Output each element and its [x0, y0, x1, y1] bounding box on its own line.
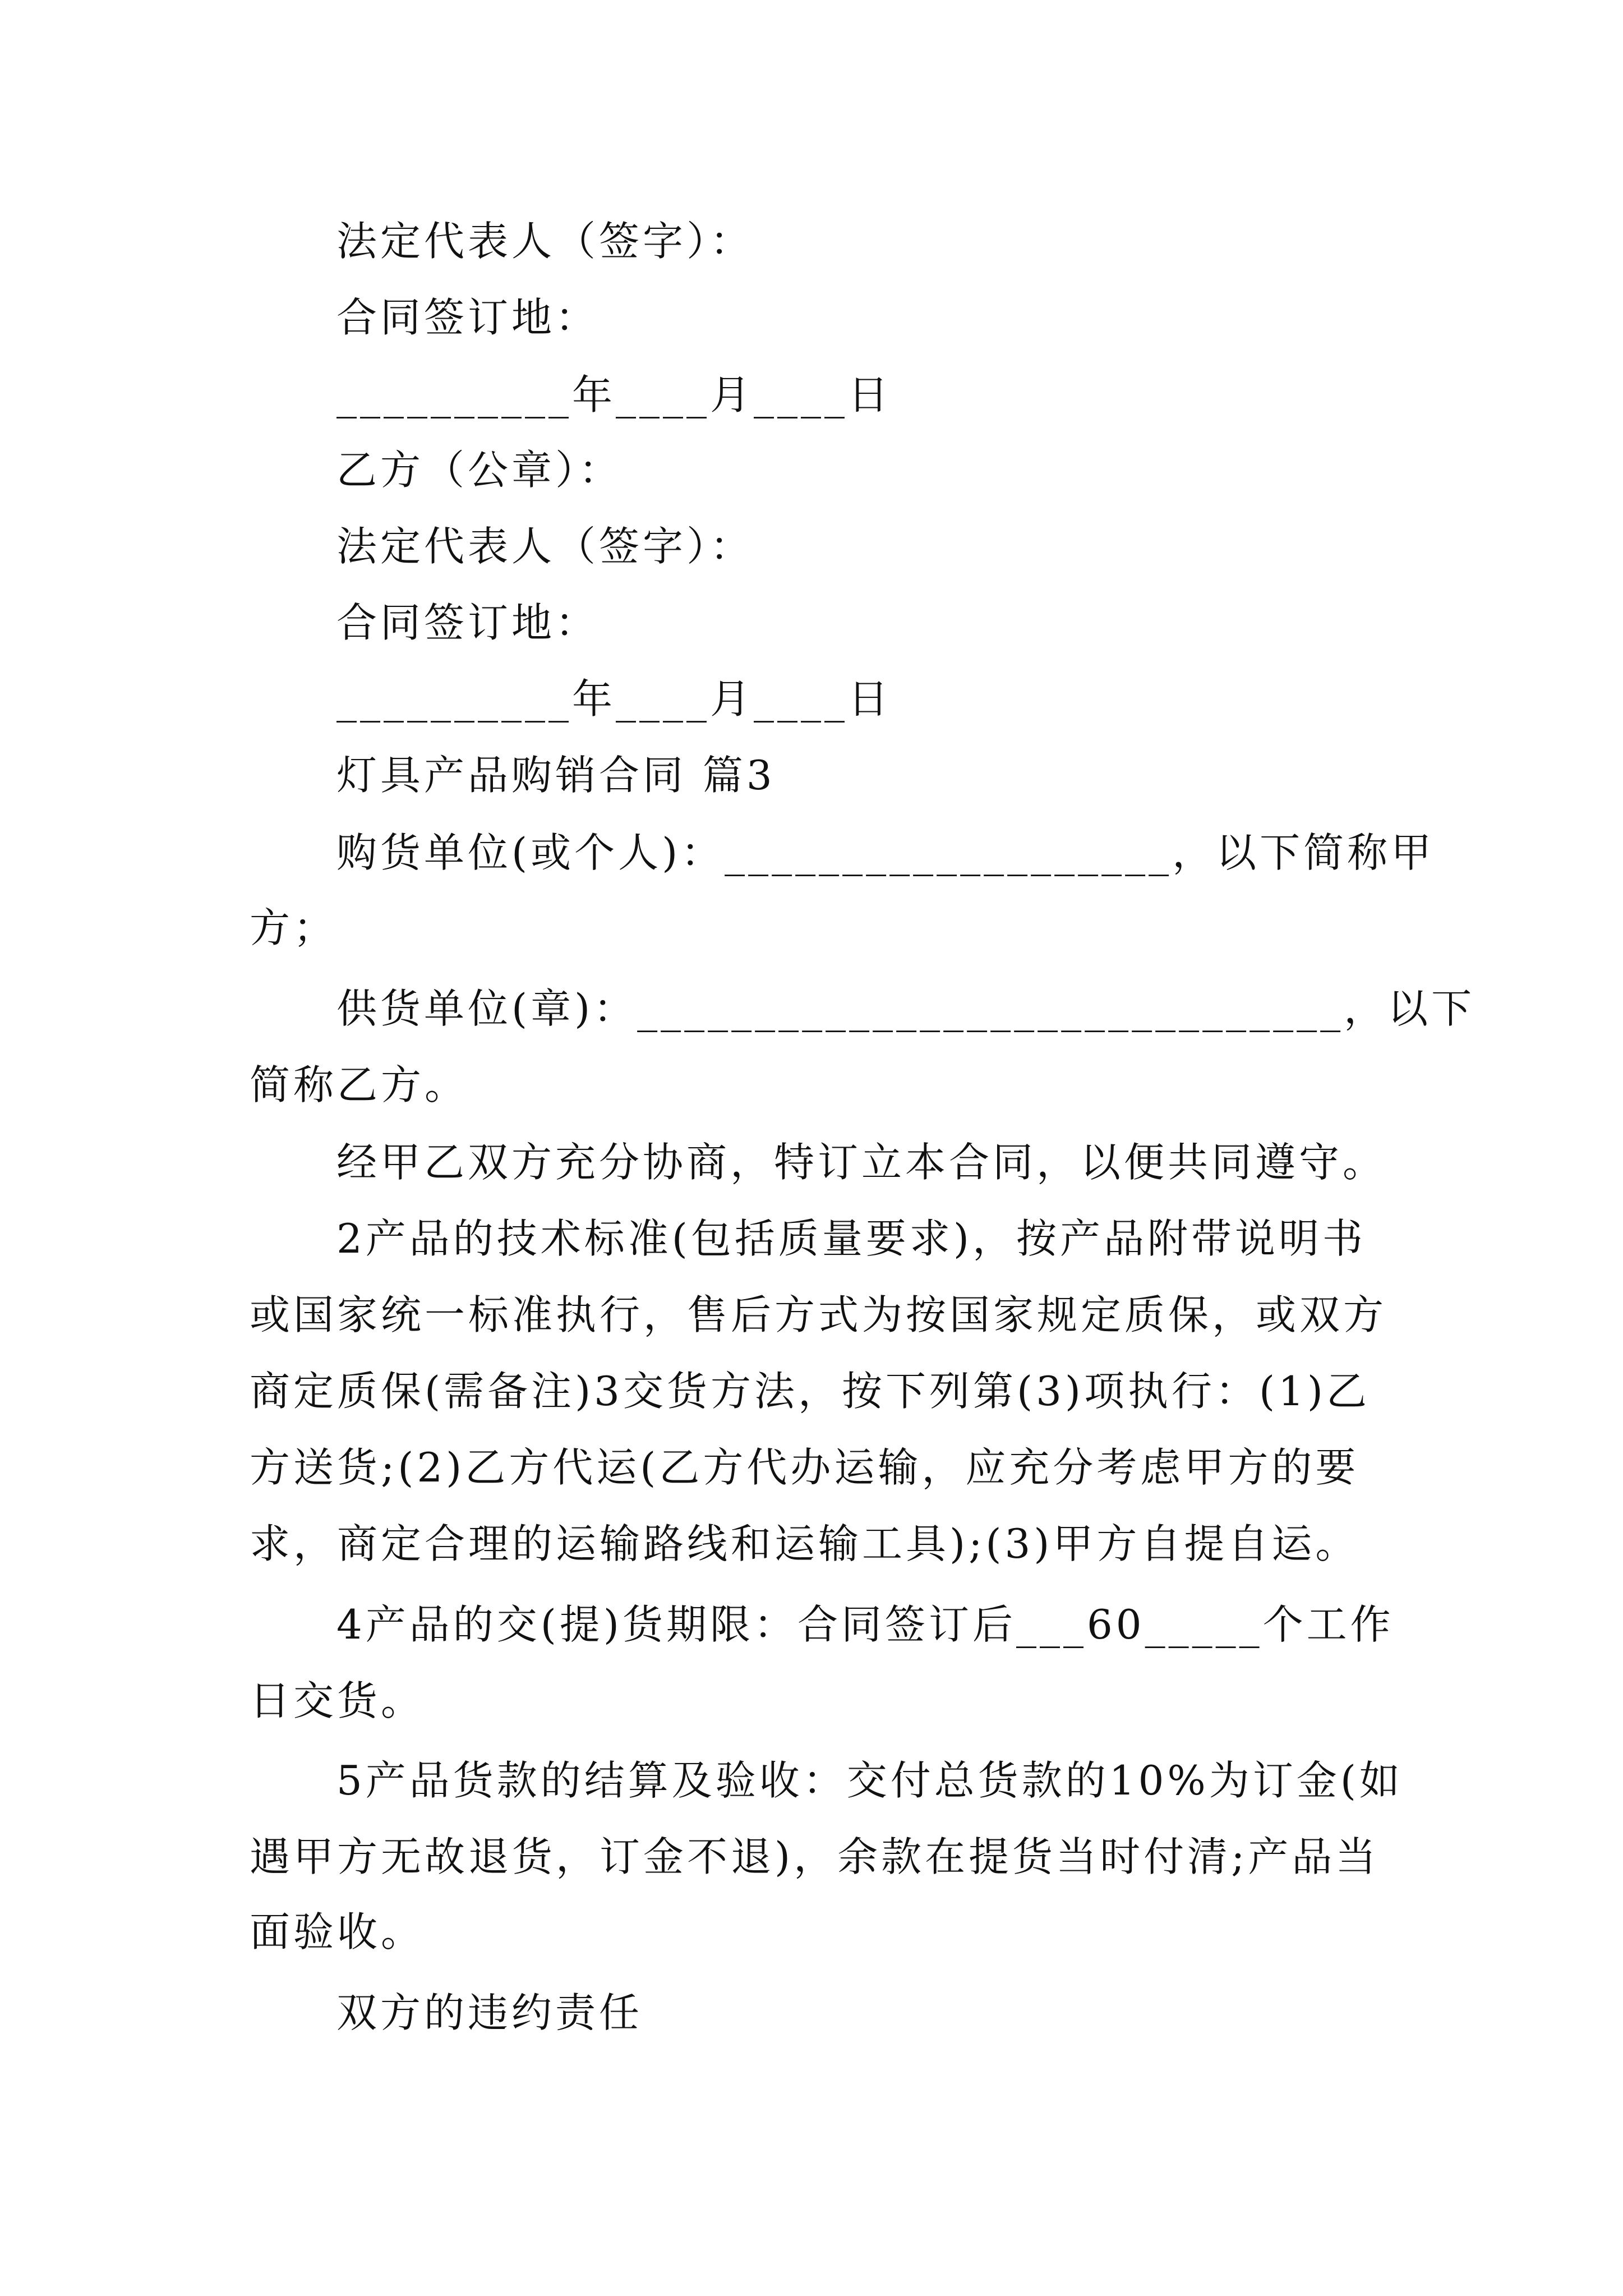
clause-5-line-3: 面验收。: [250, 1908, 425, 1955]
date-line-b: __________年____月____日: [336, 675, 892, 723]
buyer-line-cont: 方；: [250, 904, 338, 951]
clause-4-line-1: 4产品的交(提)货期限：合同签订后___60_____个工作: [336, 1601, 1394, 1648]
clause-2-line-2: 或国家统一标准执行，售后方式为按国家规定质保，或双方: [250, 1291, 1387, 1338]
supplier-line-cont: 简称乙方。: [250, 1061, 469, 1108]
clause-4-line-2: 日交货。: [250, 1677, 425, 1724]
clause-2-line-1: 2产品的技术标准(包括质量要求)，按产品附带说明书: [336, 1215, 1366, 1262]
clause-5-line-1: 5产品货款的结算及验收：交付总货款的10%为订金(如: [336, 1757, 1403, 1804]
clause-2-line-3: 商定质保(需备注)3交货方法，按下列第(3)项执行：(1)乙: [250, 1368, 1370, 1415]
liability-heading: 双方的违约责任: [336, 1989, 643, 2036]
legal-rep-signature-line-a: 法定代表人（签字）：: [336, 218, 754, 265]
clause-3-line-1: 方送货;(2)乙方代运(乙方代办运输，应充分考虑甲方的要: [250, 1444, 1359, 1491]
buyer-line: 购货单位(或个人)：___________________，以下简称甲: [336, 829, 1435, 876]
signing-place-line-b: 合同签订地：: [336, 599, 600, 646]
section-heading: 灯具产品购销合同 篇3: [336, 752, 776, 799]
date-line-a: __________年____月____日: [336, 371, 892, 418]
party-b-seal-line: 乙方（公章）：: [336, 447, 623, 494]
clause-5-line-2: 遇甲方无故退货，订金不退)，余款在提货当时付清;产品当: [250, 1833, 1380, 1880]
legal-rep-signature-line-b: 法定代表人（签字）：: [336, 523, 754, 570]
agreement-intro: 经甲乙双方充分协商，特订立本合同，以便共同遵守。: [336, 1139, 1387, 1186]
supplier-line: 供货单位(章)：______________________________，以下: [336, 985, 1476, 1032]
signing-place-line-a: 合同签订地：: [336, 294, 600, 341]
clause-3-line-2: 求，商定合理的运输路线和运输工具);(3)甲方自提自运。: [250, 1520, 1359, 1567]
